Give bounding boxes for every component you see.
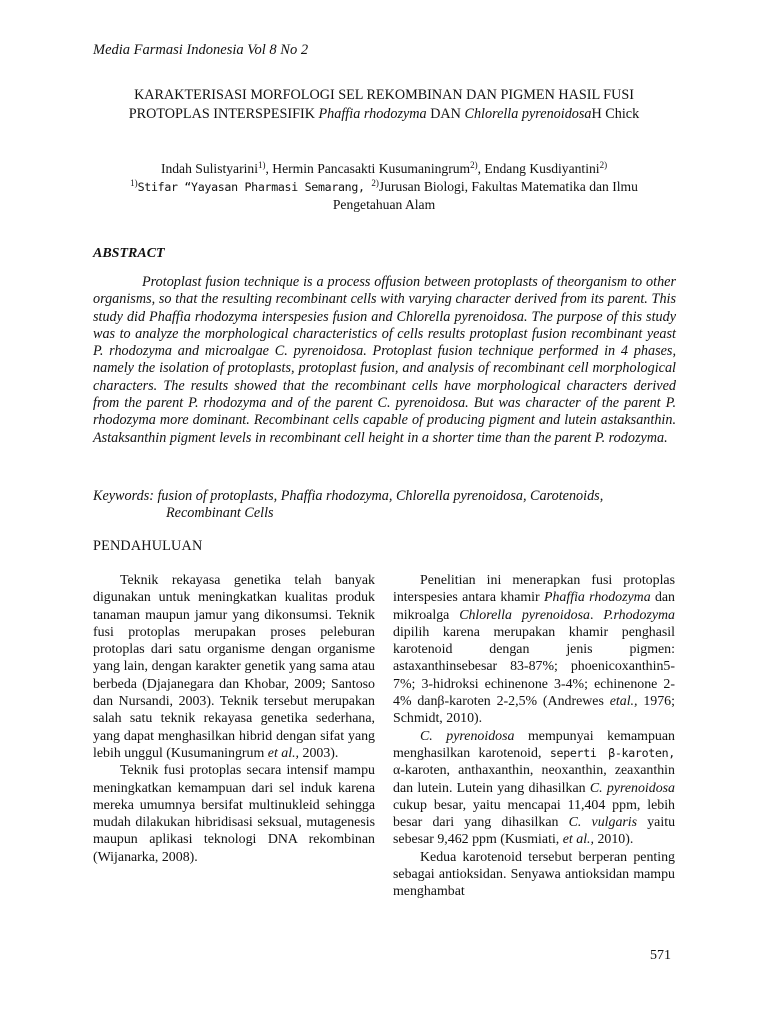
species-name: P.rhodozyma bbox=[603, 607, 675, 623]
left-column bbox=[93, 572, 375, 866]
affiliation-1: Stifar “Yayasan Pharmasi Semarang, bbox=[137, 180, 372, 194]
keywords bbox=[93, 488, 676, 523]
journal-header: Media Farmasi Indonesia Vol 8 No 2 bbox=[93, 42, 309, 58]
title-line-1: KARAKTERISASI MORFOLOGI SEL REKOMBINAN DAN PIGMEN HASIL FUSI bbox=[134, 87, 634, 103]
citation-etal: et al., bbox=[267, 745, 300, 761]
title-text: H Chick bbox=[591, 106, 640, 122]
species-name: C. vulgaris bbox=[568, 815, 638, 831]
author-name: , Endang Kusdiyantini bbox=[477, 161, 600, 176]
paper-title bbox=[70, 86, 698, 124]
author-sup: 2) bbox=[599, 160, 608, 170]
title-species: Chlorella pyrenoidosa bbox=[464, 106, 592, 122]
title-line-2 bbox=[70, 105, 698, 124]
paragraph-text: yaitu sebesar 9,462 ppm (Kusmiati, bbox=[393, 815, 676, 848]
keywords-line-2: Recombinant Cells bbox=[166, 505, 274, 522]
title-text: PROTOPLAS INTERSPESIFIK bbox=[128, 106, 319, 122]
paragraph-text: 1976; Schmidt, 2010). bbox=[393, 694, 675, 727]
species-name: Chlorella pyrenoidosa bbox=[459, 607, 590, 623]
paragraph-text: dipilih karena merupakan khamir penghasil karotenoid dengan jenis pigmen: astaxanthinsebesar 83-87%; phoenicoxanthin5-7%; 3-hidroksi echinenone 3-4%; echinenone 2-4% danβ-karoten 2-2,5% (Andrewes bbox=[393, 624, 675, 710]
paragraph-text: cukup besar, yaitu mencapai 11,404 ppm, lebih besar dari yang dihasilkan bbox=[393, 797, 675, 831]
author-name: Indah Sulistyarini bbox=[160, 161, 258, 176]
affiliations bbox=[60, 178, 708, 196]
author-sup: 1) bbox=[257, 160, 266, 170]
citation-etal: et al., bbox=[562, 832, 594, 848]
affiliation-sup: 1) bbox=[130, 178, 138, 188]
paragraph: Kedua karotenoid tersebut berperan penting sebagai antioksidan. Senyawa antioksidan mampu menghambat bbox=[393, 849, 675, 900]
right-column bbox=[393, 572, 675, 901]
affiliation-2-cont: Pengetahuan Alam bbox=[332, 197, 436, 212]
author-name: , Hermin Pancasakti Kusumaningrum bbox=[265, 161, 471, 176]
affiliation-2: Jurusan Biologi, Fakultas Matematika dan Ilmu bbox=[378, 179, 638, 194]
paragraph-text: . bbox=[589, 607, 604, 623]
paragraph: Teknik fusi protoplas secara intensif mampu meningkatkan kemampuan dari sel induk karena mereka umumnya bersifat multinukleid sehingga mudah dilakukan hibridisasi seksual, mutagenesis maupun aplikasi teknologi DNA rekombinan (Wijanarka, 2008). bbox=[93, 763, 375, 865]
author-sup: 2) bbox=[470, 160, 478, 170]
keywords-line-1: Keywords: fusion of protoplasts, Phaffia rhodozyma, Chlorella pyrenoidosa, Carotenoids, bbox=[93, 488, 604, 504]
section-title: PENDAHULUAN bbox=[93, 538, 203, 554]
paragraph-text: mempunyai kemampuan menghasilkan karotenoid, bbox=[393, 728, 675, 761]
author-list bbox=[60, 160, 708, 178]
species-name: C. pyrenoidosa bbox=[420, 728, 515, 744]
title-text: DAN bbox=[426, 106, 465, 122]
paragraph-text: 2010). bbox=[594, 832, 634, 848]
abstract-text: Protoplast fusion technique is a process offusion between protoplasts of theorganism to other organisms, so that the resulting recombinant cells with varying character derived from its parent. This study did Phaffia rhodozyma interspesies fusion and Chlorella pyrenoidosa. The purpose of this study was to analyze the morphological characteristics of cells results protoplast fusion recombinant yeast P. rhodozyma and microalgae C. pyrenoidosa. Protoplast fusion technique performed in 4 phases, namely the isolation of protoplasts, protoplast fusion, and analysis of recombinant cell morphological characters. The results showed that the recombinant cells have morphological characters derived from the parent P. rhodozyma and of the parent C. pyrenoidosa. But was character of the parent P. rhodozyma more dominant. Recombinant cells capable of producing pigment and lutein astaksanthin. Astaksanthin pigment levels in recombinant cell height in a shorter time than the parent P. rodozyma. bbox=[93, 274, 676, 446]
paragraph-text: dan mikroalga bbox=[393, 590, 676, 623]
paragraph-text: Penelitian ini menerapkan fusi protoplas interspesies antara khamir bbox=[393, 573, 675, 606]
paragraph-text: 2003). bbox=[299, 745, 339, 761]
species-name: C. pyrenoidosa bbox=[589, 780, 675, 796]
page-number: 571 bbox=[650, 948, 671, 963]
paragraph bbox=[393, 728, 675, 849]
title-species: Phaffia rhodozyma bbox=[318, 106, 427, 122]
species-name: Phaffia rhodozyma bbox=[543, 590, 651, 606]
paragraph bbox=[393, 572, 675, 728]
citation-etal: etal., bbox=[609, 694, 638, 710]
affiliation-sup: 2) bbox=[371, 178, 379, 188]
paragraph-text: Teknik rekayasa genetika telah banyak digunakan untuk meningkatkan kualitas produk tanaman maupun jamur yang dikonsumsi. Teknik fusi protoplas merupakan proses peleburan protoplas dari satu organisme dengan organisme yang lain, dengan karakter genetik yang sama atau berbeda (Djajanegara dan Khobar, 2009; Santoso dan Nursandi, 2003). Teknik tersebut merupakan salah satu teknik rekayasa genetika sederhana, yang dapat menghasilkan hibrid dengan sifat yang lebih unggul (Kusumaningrum bbox=[93, 573, 375, 761]
paragraph-text: seperti β-karoten, bbox=[549, 745, 675, 760]
author-block bbox=[60, 160, 708, 214]
paragraph-text: α-karoten, anthaxanthin, neoxanthin, zeaxanthin dan lutein. Lutein yang dihasilkan bbox=[393, 763, 675, 796]
abstract-heading: ABSTRACT bbox=[93, 246, 165, 261]
paragraph bbox=[93, 572, 375, 762]
